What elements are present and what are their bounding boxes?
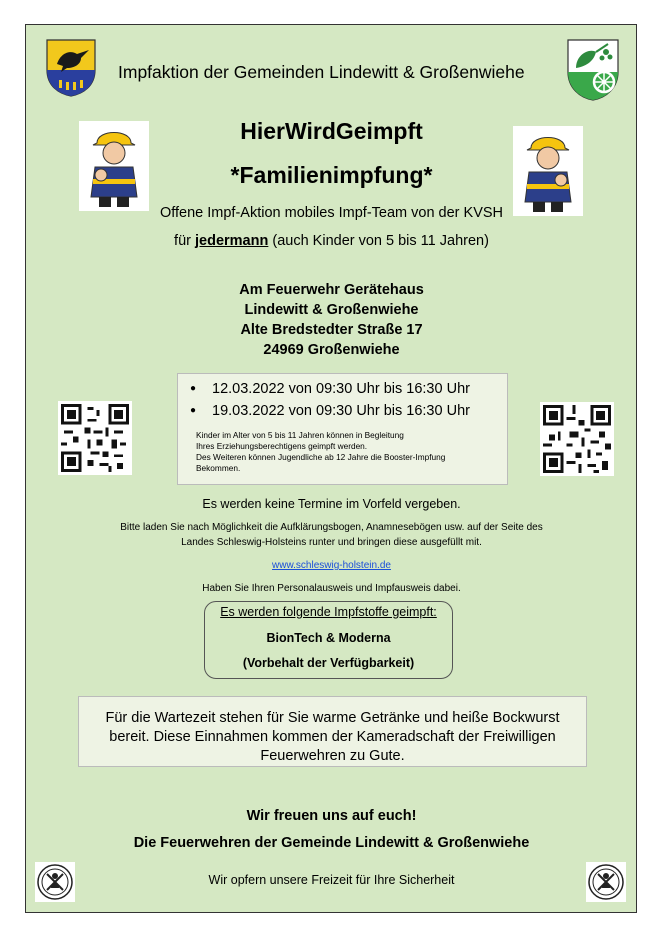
headline-title: HierWirdGeimpft — [240, 118, 423, 144]
dates-note-line: Des Weiteren können Jugendliche ab 12 Jahre die Booster-Impfung — [196, 452, 446, 462]
schleswig-holstein-link[interactable]: www.schleswig-holstein.de — [272, 560, 391, 571]
dates-note-line: Ihres Erziehungsberechtigens geimpft werden. — [196, 441, 368, 451]
signoff-text: Die Feuerwehren der Gemeinde Lindewitt & Großenwiehe — [133, 835, 530, 851]
fire-department-emblem-icon — [35, 862, 75, 902]
id-cards-text: Haben Sie Ihren Personalausweis und Impfausweis dabei. — [202, 583, 461, 594]
qr-code-icon[interactable] — [539, 402, 615, 476]
dates-note-line: Kinder im Alter von 5 bis 11 Jahren können in Begleitung — [196, 430, 404, 440]
headline-subtitle-bold: *Familienimpfung* — [230, 162, 433, 188]
audience-pre: für — [174, 233, 195, 249]
address-line-4: 24969 Großenwiehe — [263, 342, 400, 358]
date-item — [190, 403, 470, 419]
vaccines-heading — [205, 605, 452, 619]
download-forms-line: Landes Schleswig-Holsteins runter und bringen diese ausgefüllt mit. — [181, 537, 482, 548]
address-line-1: Am Feuerwehr Gerätehaus — [239, 282, 424, 298]
vaccines-box — [204, 601, 453, 679]
audience-bold: jedermann — [195, 233, 269, 249]
vaccines-heading-text: Es werden folgende Impfstoffe geimpft: — [220, 605, 437, 619]
raven-coat-of-arms-icon — [45, 38, 97, 98]
fire-department-emblem-icon — [586, 862, 626, 902]
linden-leaf-coat-of-arms-icon — [566, 38, 620, 102]
date-item — [190, 381, 470, 397]
vaccines-names: BionTech & Moderna — [266, 631, 391, 645]
free-time-slogan: Wir opfern unsere Freizeit für Ihre Sicherheit — [208, 873, 455, 887]
audience-post: (auch Kinder von 5 bis 11 Jahren) — [268, 233, 489, 249]
audience-line — [100, 233, 563, 249]
vaccines-availability-note: (Vorbehalt der Verfügbarkeit) — [242, 656, 415, 670]
headline-description: Offene Impf-Aktion mobiles Impf-Team von der KVSH — [159, 205, 504, 221]
waiting-line: bereit. Diese Einnahmen kommen der Kameradschaft der Freiwilligen — [109, 729, 556, 745]
qr-code-icon[interactable] — [58, 401, 132, 475]
download-forms-line: Bitte laden Sie nach Möglichkeit die Aufklärungsbogen, Anamnesebögen usw. auf der Seite des — [120, 522, 543, 533]
fireman-cartoon-icon — [79, 121, 149, 211]
waiting-refreshments-box — [78, 696, 587, 767]
no-appointments-text: Es werden keine Termine im Vorfeld vergeben. — [202, 497, 461, 511]
fireman-cartoon-icon — [513, 126, 583, 216]
address-line-2: Lindewitt & Großenwiehe — [244, 302, 419, 318]
waiting-line: Für die Wartezeit stehen für Sie warme Getränke und heiße Bockwurst — [105, 710, 560, 726]
dates-note — [196, 430, 501, 474]
dates-note-line: Bekommen. — [196, 463, 241, 473]
dates-box — [177, 373, 508, 485]
address-line-3: Alte Bredstedter Straße 17 — [240, 322, 423, 338]
waiting-line: Feuerwehren zu Gute. — [260, 748, 405, 764]
download-forms-text — [95, 520, 568, 550]
bullet-icon: ● — [190, 383, 197, 394]
header-title: Impfaktion der Gemeinden Lindewitt & Großenwiehe — [118, 62, 525, 82]
bullet-icon: ● — [190, 405, 197, 416]
date-text: 19.03.2022 von 09:30 Uhr bis 16:30 Uhr — [212, 403, 470, 419]
date-text: 12.03.2022 von 09:30 Uhr bis 16:30 Uhr — [212, 381, 470, 397]
thanks-text: Wir freuen uns auf euch! — [246, 808, 417, 824]
